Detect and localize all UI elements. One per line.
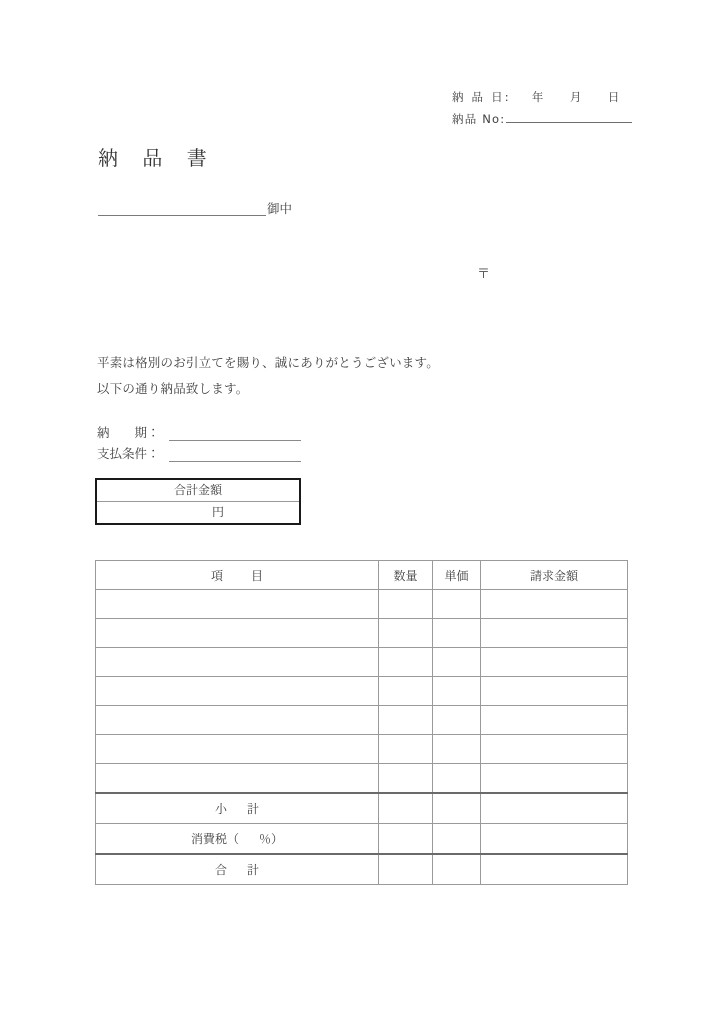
cell-item[interactable] (96, 677, 379, 706)
summary-label-right: 計 (247, 863, 260, 877)
date-unit-month: 月 (569, 90, 582, 104)
greeting-line-1: 平素は格別のお引立てを賜り、誠にありがとうございます。 (97, 355, 439, 370)
term-label-delivery-period: 納 期： (97, 425, 160, 440)
column-header-item-left: 項 (210, 568, 223, 583)
summary-row-grand-total (96, 854, 628, 885)
summary-label-right: ％） (259, 832, 284, 846)
postal-code-mark-icon: 〒 (477, 267, 491, 282)
summary-cell-quantity[interactable] (379, 824, 433, 855)
column-header-quantity: 数量 (379, 561, 433, 590)
addressee-honorific: 御中 (267, 201, 293, 216)
cell-item[interactable] (96, 648, 379, 677)
header-meta (452, 86, 632, 130)
cell-unit-price[interactable] (433, 677, 481, 706)
summary-cell-amount[interactable] (481, 793, 628, 824)
items-table-body (96, 590, 628, 885)
term-row-payment-terms (97, 441, 301, 462)
cell-item[interactable] (96, 619, 379, 648)
summary-label-right: 計 (247, 802, 260, 816)
summary-cell-unit-price[interactable] (433, 793, 481, 824)
table-row[interactable] (96, 735, 628, 764)
table-row[interactable] (96, 764, 628, 794)
cell-quantity[interactable] (379, 619, 433, 648)
term-input-payment-terms[interactable] (169, 445, 301, 462)
summary-cell-unit-price[interactable] (433, 854, 481, 885)
delivery-date-row (452, 86, 632, 108)
cell-item[interactable] (96, 590, 379, 619)
table-row[interactable] (96, 648, 628, 677)
date-unit-day: 日 (607, 90, 620, 104)
summary-label-consumption-tax (96, 824, 379, 855)
cell-quantity[interactable] (379, 735, 433, 764)
delivery-date-label: 納 品 日: (452, 90, 511, 104)
total-amount-value-row[interactable] (97, 502, 299, 523)
cell-quantity[interactable] (379, 677, 433, 706)
term-label-payment-terms: 支払条件： (97, 446, 160, 461)
summary-cell-unit-price[interactable] (433, 824, 481, 855)
cell-amount[interactable] (481, 764, 628, 794)
term-input-delivery-period[interactable] (169, 424, 301, 441)
column-header-item-right: 目 (251, 568, 264, 583)
cell-quantity[interactable] (379, 648, 433, 677)
column-header-unit-price: 単価 (433, 561, 481, 590)
summary-label-grand-total (96, 854, 379, 885)
cell-amount[interactable] (481, 648, 628, 677)
cell-amount[interactable] (481, 735, 628, 764)
term-row-delivery-period (97, 420, 301, 441)
delivery-no-label: 納品 No: (452, 112, 506, 126)
table-row[interactable] (96, 677, 628, 706)
cell-item[interactable] (96, 735, 379, 764)
cell-item[interactable] (96, 764, 379, 794)
cell-unit-price[interactable] (433, 619, 481, 648)
table-row[interactable] (96, 590, 628, 619)
table-header-row (96, 561, 628, 590)
addressee-name-input[interactable] (98, 198, 266, 216)
cell-amount[interactable] (481, 619, 628, 648)
items-table (95, 560, 628, 885)
currency-unit-label: 円 (211, 505, 224, 519)
cell-amount[interactable] (481, 590, 628, 619)
summary-label-left: 消費税（ (190, 832, 239, 846)
cell-amount[interactable] (481, 677, 628, 706)
summary-row-subtotal (96, 793, 628, 824)
cell-quantity[interactable] (379, 706, 433, 735)
summary-cell-quantity[interactable] (379, 854, 433, 885)
summary-label-subtotal (96, 793, 379, 824)
total-amount-box (95, 478, 301, 525)
cell-unit-price[interactable] (433, 706, 481, 735)
cell-amount[interactable] (481, 706, 628, 735)
delivery-no-input[interactable] (506, 108, 632, 123)
summary-label-left: 合 (214, 863, 227, 877)
summary-cell-amount[interactable] (481, 854, 628, 885)
terms-block (97, 420, 301, 462)
greeting-line-2: 以下の通り納品致します。 (97, 381, 249, 396)
delivery-no-row (452, 108, 632, 130)
items-table-header (96, 561, 628, 590)
cell-unit-price[interactable] (433, 735, 481, 764)
greeting-text (97, 350, 439, 402)
page-title: 納 品 書 (98, 146, 216, 170)
summary-cell-amount[interactable] (481, 824, 628, 855)
cell-quantity[interactable] (379, 764, 433, 794)
cell-quantity[interactable] (379, 590, 433, 619)
delivery-date-slots (519, 86, 633, 108)
addressee (98, 198, 292, 216)
table-row[interactable] (96, 706, 628, 735)
date-unit-year: 年 (531, 90, 544, 104)
table-row[interactable] (96, 619, 628, 648)
column-header-item (96, 561, 379, 590)
total-amount-header: 合計金額 (97, 480, 299, 502)
summary-cell-quantity[interactable] (379, 793, 433, 824)
column-header-amount: 請求金額 (481, 561, 628, 590)
summary-row-consumption-tax (96, 824, 628, 855)
cell-item[interactable] (96, 706, 379, 735)
cell-unit-price[interactable] (433, 648, 481, 677)
cell-unit-price[interactable] (433, 590, 481, 619)
cell-unit-price[interactable] (433, 764, 481, 794)
summary-label-left: 小 (214, 802, 227, 816)
